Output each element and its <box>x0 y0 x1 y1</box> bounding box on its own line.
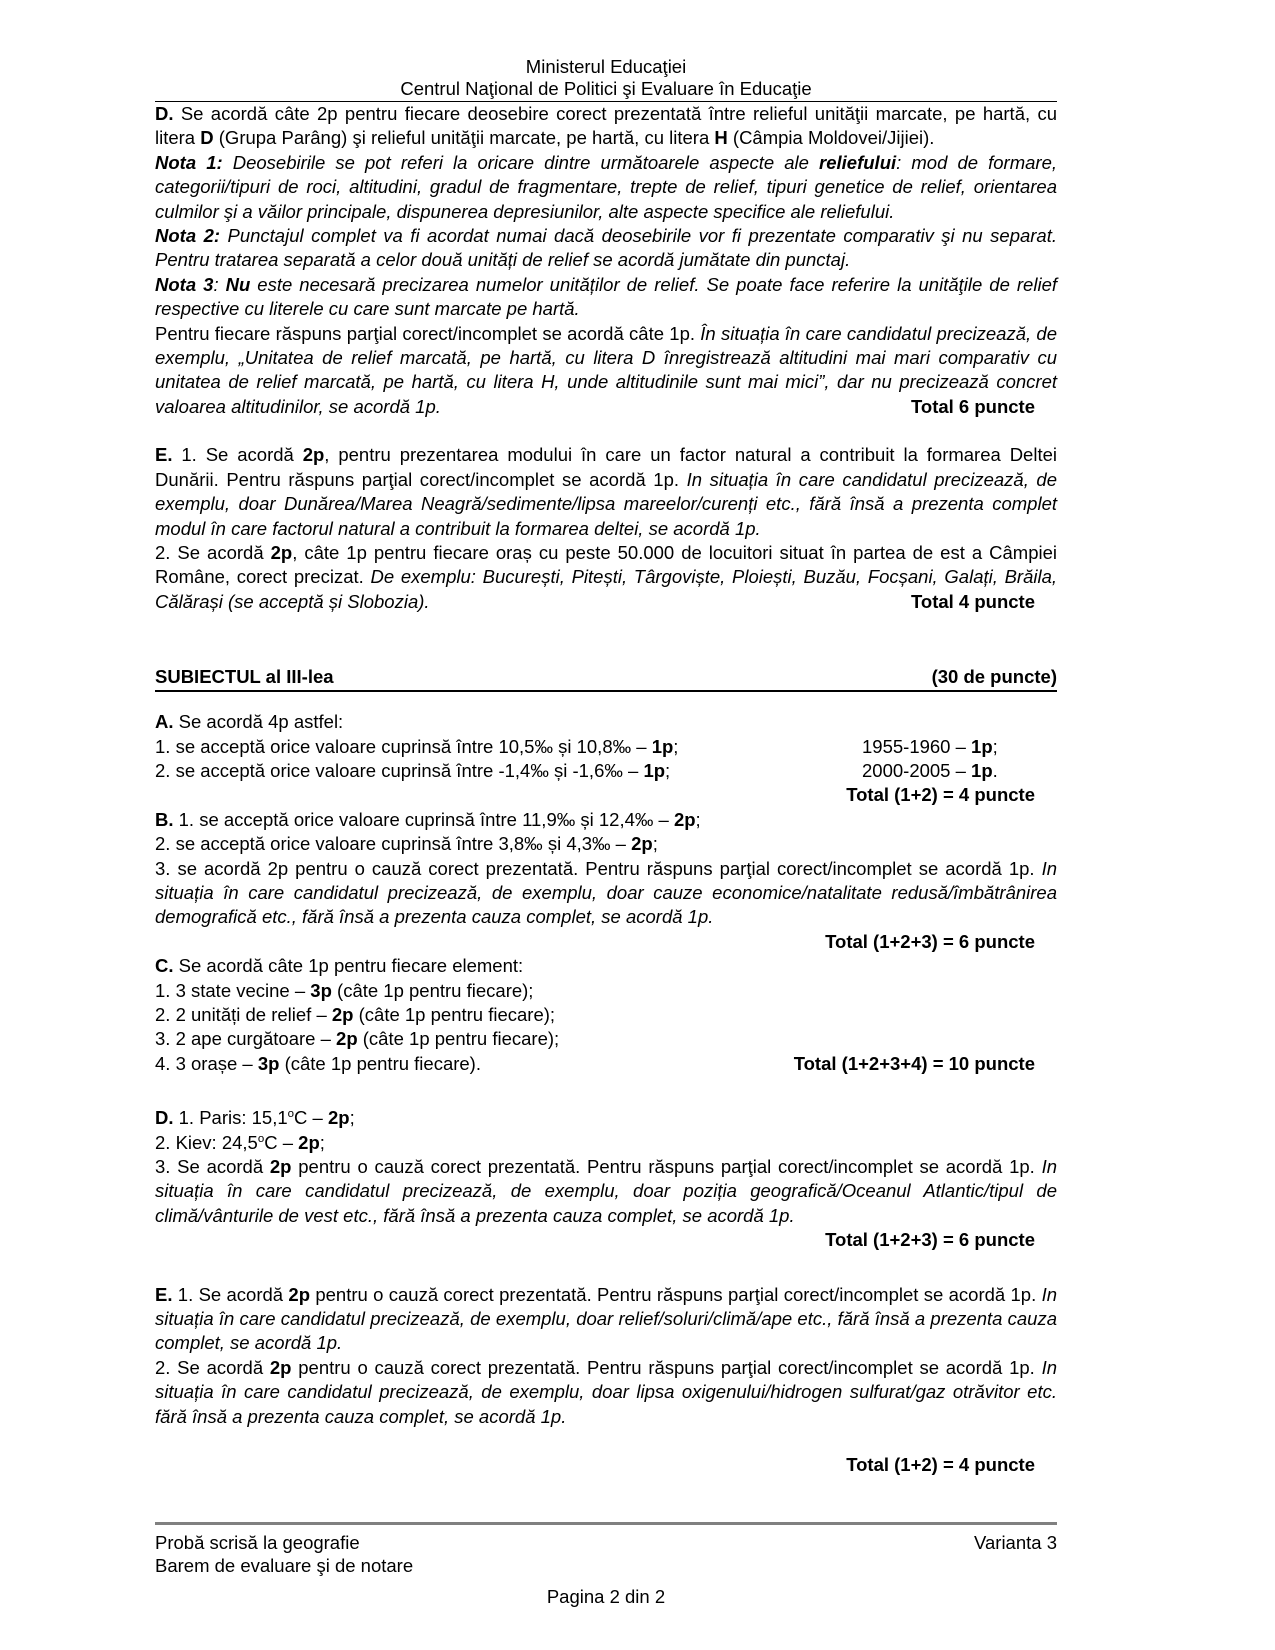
text-run: 2. Se acordă <box>155 541 271 563</box>
text-run: Se acordă câte 1p pentru fiecare element: <box>173 955 524 977</box>
text-run: 2p <box>269 1156 292 1178</box>
subject-3-heading <box>155 664 1057 692</box>
text-run: Punctajul complet va fi acordat numai dacă deosebirile vor fi prezentate comparativ şi nu separat. Pentru tratarea separată a celor două unități de relief se acordă jumătate din punctaj. <box>155 225 1057 271</box>
text-run: 2p <box>298 1131 320 1153</box>
text-run: 1p <box>643 759 666 781</box>
text-run: 1. se acceptă orice valoare cuprinsă între 10,5‰ și 10,8‰ – <box>155 735 652 757</box>
text-run: pentru o cauză corect prezentată. Pentru răspuns parţial corect/incomplet se acordă 1p. <box>310 1283 1042 1305</box>
paragraph-a-item2 <box>155 759 1057 783</box>
page-content <box>155 56 1057 1478</box>
total-b: Total (1+2+3) = 6 puncte <box>825 930 1035 952</box>
text-run: B. <box>155 808 174 830</box>
text-run: 4. 3 orașe – <box>155 1052 258 1074</box>
total-c: Total (1+2+3+4) = 10 puncte <box>793 1052 1035 1074</box>
paragraph-b-item1 <box>155 808 1057 832</box>
text-run: pentru o cauză corect prezentată. Pentru răspuns parţial corect/incomplet se acordă 1p. <box>291 1156 1042 1178</box>
paragraph-c-item4 <box>155 1052 1057 1076</box>
text-run: ; <box>992 735 998 757</box>
text-run: In situația în care candidatul precizează, de exemplu, doar lipsa oxigenului/hidrogen sulfurat/gaz otrăvitor etc. fără însă a prezenta cauza complet, se acordă 1p. <box>155 1356 1057 1427</box>
paragraph-a-item1 <box>155 735 1057 759</box>
paragraph-d2-item1 <box>155 1106 1057 1130</box>
text-run: 1. Se acordă <box>172 444 303 466</box>
text-run: : <box>213 273 226 295</box>
text-run: (câte 1p pentru fiecare); <box>353 1004 556 1025</box>
text-run: reliefului <box>819 151 897 173</box>
header-ministry: Ministerul Educaţiei <box>525 56 687 77</box>
paragraph-d2-item2 <box>155 1131 1057 1155</box>
text-run: Nota 3 <box>155 273 214 295</box>
text-run: Pentru fiecare răspuns parţial corect/incomplet se acordă câte 1p. <box>155 322 701 344</box>
text-run: 2p <box>288 1283 311 1305</box>
paragraph-e-2 <box>155 541 1057 614</box>
text-run: (Grupa Parâng) şi relieful unităţii marcate, pe hartă, cu litera <box>213 127 715 149</box>
text-run: D <box>200 127 214 149</box>
paragraph-d2-item3 <box>155 1155 1057 1228</box>
text-run: In situația în care candidatul precizează, de exemplu, doar cauze economice/natalitate redusă/îmbătrânirea demografică etc., fără însă a prezenta cauza complet, se acordă 1p. <box>155 857 1057 928</box>
text-run: ; <box>695 808 701 830</box>
footer-variant: Varianta 3 <box>974 1532 1057 1553</box>
header-center-name: Centrul Naţional de Politici şi Evaluare în Educaţie <box>400 78 812 99</box>
text-run: 1p <box>971 735 993 757</box>
a-item2-right <box>862 759 998 783</box>
total-e: Total 4 puncte <box>910 590 1035 612</box>
text-run: Deosebirile se pot referi la oricare dintre următoarele aspecte ale <box>222 151 820 173</box>
text-run: 1. Paris: 15,1 <box>173 1107 288 1129</box>
text-run: 3. 2 ape curgătoare – <box>155 1028 337 1050</box>
text-run: A. <box>155 711 174 733</box>
text-run: Se acordă câte 2p pentru fiecare deosebire corect prezentată între relieful unităţii marcate, pe hartă, cu litera <box>155 103 1057 149</box>
paragraph-d-partial <box>155 322 1057 420</box>
spacer <box>155 1076 1057 1106</box>
text-run: pentru o cauză corect prezentată. Pentru răspuns parţial corect/incomplet se acordă 1p. <box>291 1356 1042 1378</box>
paragraph-e-1 <box>155 443 1057 541</box>
text-run: 1p <box>651 735 674 757</box>
text-run: Se acordă 4p astfel: <box>173 711 344 733</box>
text-run: 2. se acceptă orice valoare cuprinsă între -1,4‰ și -1,6‰ – <box>155 759 644 781</box>
a-item1-right <box>862 735 998 759</box>
document-header <box>155 56 1057 102</box>
text-run: 2p <box>331 1004 354 1025</box>
a-item2-left <box>155 760 670 781</box>
total-d2: Total (1+2+3) = 6 puncte <box>825 1229 1035 1251</box>
subject-3-points: (30 de puncte) <box>931 666 1057 688</box>
subject-3-title: SUBIECTUL al III-lea <box>155 666 334 688</box>
text-run: ; <box>319 1131 325 1153</box>
text-run: o <box>287 1108 295 1121</box>
paragraph-d-nota2 <box>155 224 1057 273</box>
text-run: (câte 1p pentru fiecare); <box>357 1028 560 1050</box>
spacer <box>155 419 1057 443</box>
text-run: 1p <box>971 759 993 781</box>
text-run: ; <box>673 735 679 757</box>
paragraph-c-intro <box>155 954 1057 978</box>
paragraph-d-nota1 <box>155 151 1057 224</box>
text-run: 3p <box>257 1052 280 1074</box>
text-run: 2p <box>327 1107 350 1129</box>
text-run: 2p <box>631 833 653 855</box>
text-run: 2. se acceptă orice valoare cuprinsă între 3,8‰ și 4,3‰ – <box>155 833 632 855</box>
footer-row-1 <box>155 1531 1057 1554</box>
text-run: D. <box>155 1107 174 1129</box>
footer-exam-name: Probă scrisă la geografie <box>155 1532 360 1553</box>
text-run: 3. se acordă 2p pentru o cauză corect prezentată. Pentru răspuns parţial corect/incomplet se acordă 1p. <box>155 857 1042 879</box>
paragraph-c-item3 <box>155 1027 1057 1051</box>
text-run: C. <box>155 955 174 977</box>
text-run: In situația în care candidatul precizează, de exemplu, doar Dunărea/Marea Neagră/sedimente/lipsa mareelor/curenți etc., fără însă a prezenta complet modul în care factorul natural a contribuit la formarea deltei, se acordă 1p. <box>155 468 1058 539</box>
text-run: 2. 2 unități de relief – <box>155 1004 332 1025</box>
text-run: De exemplu: București, Pitești, Târgoviște, Ploiești, Buzău, Focșani, Galați, Brăila, Călărași (se acceptă și Slobozia). <box>155 566 1058 612</box>
spacer <box>155 1429 1057 1453</box>
text-run: 1. 3 state vecine – <box>155 979 311 1001</box>
text-run: ; <box>652 833 658 855</box>
text-run: D. <box>155 103 174 124</box>
paragraph-a-intro <box>155 710 1057 734</box>
text-run: o <box>257 1132 265 1145</box>
text-run: 1. se acceptă orice valoare cuprinsă între 11,9‰ și 12,4‰ – <box>173 808 674 830</box>
text-run: 2p <box>269 1356 292 1378</box>
text-run: (Câmpia Moldovei/Jijiei). <box>727 127 935 149</box>
text-run: Nu <box>225 273 251 295</box>
text-run: 2. Kiev: 24,5 <box>155 1131 258 1153</box>
a-item1-left <box>155 736 678 757</box>
spacer <box>155 1253 1057 1283</box>
text-run: E. <box>155 1283 173 1305</box>
text-run: Nota 1: <box>155 151 223 173</box>
text-run: , pentru prezentarea modului în care un factor natural a contribuit la formarea Deltei Dunării. Pentru răspuns parţial corect/incomplet se acordă 1p. <box>155 444 1057 490</box>
text-run: . <box>992 759 998 781</box>
text-run: 1955-1960 – <box>862 735 972 757</box>
paragraph-c-item2 <box>155 1003 1057 1027</box>
text-run: In situația în care candidatul precizează, de exemplu, doar poziția geografică/Oceanul Atlantic/tipul de climă/vânturile de vest etc., fără însă a prezenta cauza complet, se acordă 1p. <box>155 1156 1057 1226</box>
text-run: (câte 1p pentru fiecare); <box>331 979 534 1001</box>
paragraph-d-main <box>155 102 1057 151</box>
text-run: : mod de formare, categorii/tipuri de roci, altitudini, gradul de fragmentare, trepte de relief, tipuri genetice de relief, orientarea culmilor şi a văilor principale, dispunerea depresiunilor, alte aspecte specifice ale reliefului. <box>155 151 1057 222</box>
text-run: 2p <box>302 444 325 466</box>
footer-page-number: Pagina 2 din 2 <box>546 1586 666 1607</box>
text-run: Nota 2: <box>155 225 221 247</box>
paragraph-b-item3 <box>155 857 1057 930</box>
text-run: În situația în care candidatul precizează, de exemplu, „Unitatea de relief marcată, pe hartă, cu litera D înregistrează altitudini mai mari comparativ cu unitatea de relief marcată, pe hartă, cu litera H, unde altitudinile sunt mai mici”, dar nu precizează concret valoarea altitudinilor, se acordă 1p. <box>155 322 1057 417</box>
text-run: , câte 1p pentru fiecare oraș cu peste 50.000 de locuitori situat în partea de est a Câmpiei Române, corect precizat. <box>155 541 1057 588</box>
paragraph-e2-2 <box>155 1356 1057 1429</box>
paragraph-e2-1 <box>155 1283 1057 1356</box>
text-run: 2p <box>336 1028 358 1050</box>
paragraph-b-item2 <box>155 832 1057 856</box>
text-run: ; <box>349 1107 355 1129</box>
text-run: 1. Se acordă <box>172 1283 289 1305</box>
paragraph-d-nota3 <box>155 273 1057 322</box>
text-run: 2000-2005 – <box>862 759 972 781</box>
total-e2: Total (1+2) = 4 puncte <box>846 1454 1035 1476</box>
footer-barem: Barem de evaluare şi de notare <box>155 1555 414 1576</box>
document-footer <box>155 1522 1057 1608</box>
text-run: 2p <box>673 808 696 830</box>
text-run: C – <box>294 1107 328 1129</box>
text-run: (câte 1p pentru fiecare). <box>279 1052 481 1074</box>
total-a: Total (1+2) = 4 puncte <box>846 784 1035 806</box>
text-run: 2. Se acordă <box>155 1356 270 1378</box>
text-run: In situația în care candidatul precizează, de exemplu, doar relief/soluri/climă/ape etc., fără însă a prezenta cauza complet, se acordă 1p. <box>155 1283 1057 1354</box>
text-run: C – <box>264 1131 299 1153</box>
text-run: 2p <box>270 541 293 563</box>
text-run: E. <box>155 444 173 466</box>
text-run: este necesară precizarea numelor unităților de relief. Se poate face referire la unităţile de relief respective cu literele cu care sunt marcate pe hartă. <box>155 273 1057 320</box>
text-run: ; <box>665 759 671 781</box>
text-run: 3. Se acordă <box>155 1156 270 1178</box>
text-run: H <box>714 127 728 149</box>
total-d: Total 6 puncte <box>910 395 1035 417</box>
text-run: 3p <box>310 979 332 1001</box>
paragraph-c-item1 <box>155 979 1057 1003</box>
